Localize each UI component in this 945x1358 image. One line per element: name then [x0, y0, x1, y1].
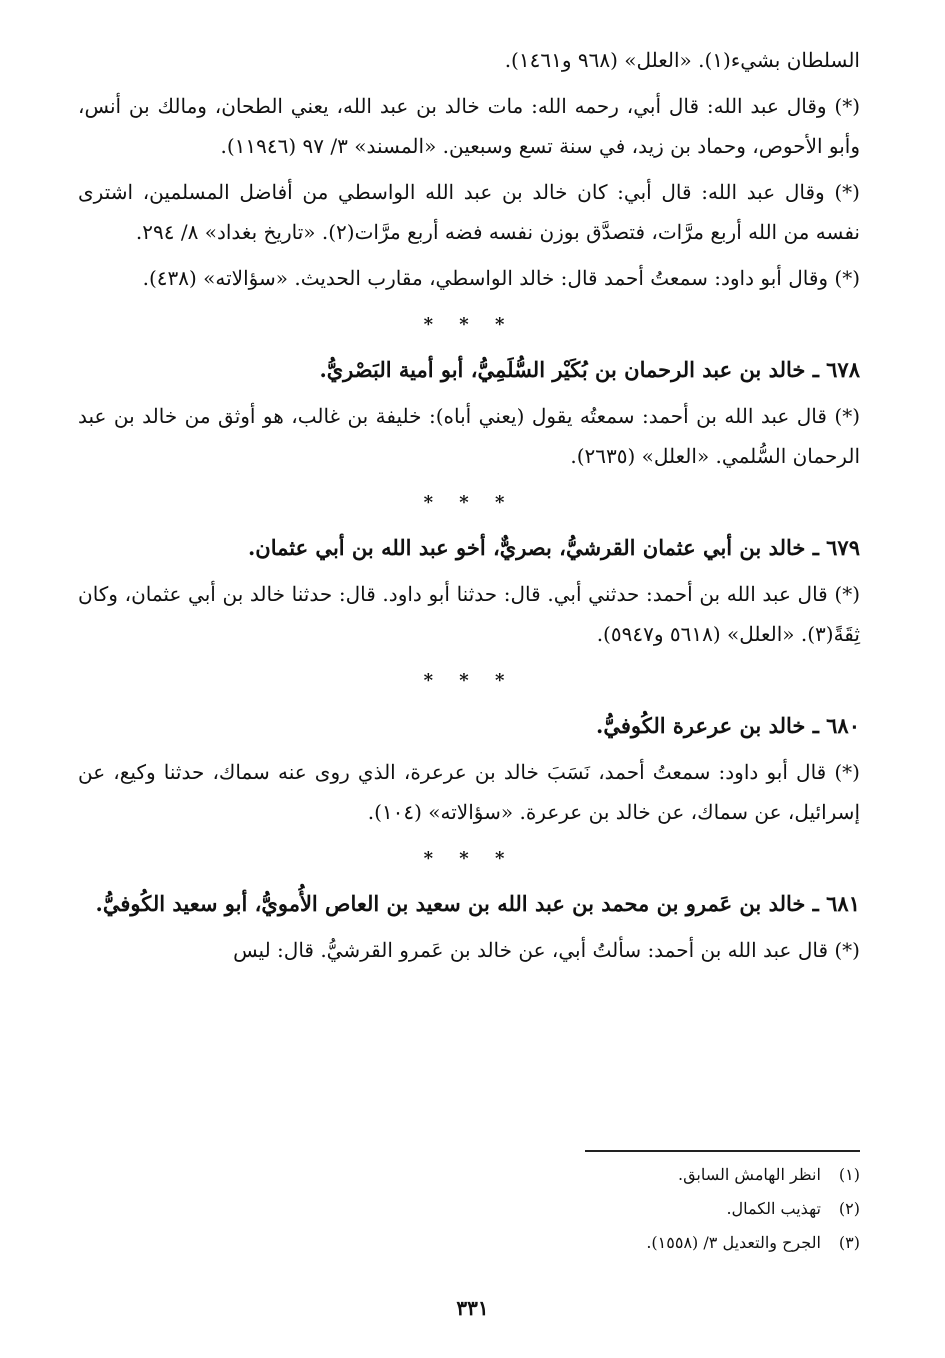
- section-separator: * * *: [423, 492, 515, 513]
- entry-heading-679: ٦٧٩ ـ خالد بن أبي عثمان القرشيُّ، بصريٌّ، أخو عبد الله بن أبي عثمان.: [247, 535, 860, 560]
- footnote: [360, 1158, 860, 1192]
- footnote-number: (٢): [838, 1199, 860, 1218]
- footnote-number: (٣): [838, 1233, 860, 1252]
- page-number: ٣٣١: [456, 1296, 489, 1320]
- page-body: [78, 40, 860, 976]
- footnote: [360, 1192, 860, 1226]
- paragraph: (*) وقال عبد الله: قال أبي، رحمه الله: مات خالد بن عبد الله، يعني الطحان، ومالك بن أنس، وأبو الأحوص، وحماد بن زيد، في سنة تسع وسبعين. «المسند» ٣/ ٩٧ (١١٩٤٦).: [78, 94, 860, 158]
- entry-body-681: (*) قال عبد الله بن أحمد: سألتُ أبي، عن خالد بن عَمرو القرشيُّ. قال: ليس: [233, 938, 860, 962]
- paragraph: (*) وقال عبد الله: قال أبي: كان خالد بن عبد الله الواسطي من أفاضل المسلمين، اشترى نفسه من الله أربع مرَّات، فتصدَّق بوزن نفسه فضه أربع مرَّات(٢). «تاريخ بغداد» ٨/ ٢٩٤.: [78, 180, 860, 244]
- footnote-text: انظر الهامش السابق.: [677, 1165, 821, 1184]
- section-separator: * * *: [423, 314, 515, 335]
- entry-body-678: (*) قال عبد الله بن أحمد: سمعتُه يقول (يعني أباه): خليفة بن غالب، هو أوثق من خالد بن عبد الرحمان السُّلمي. «العلل» (٢٦٣٥).: [78, 404, 860, 468]
- section-separator: * * *: [423, 848, 515, 869]
- footnotes: [360, 1158, 860, 1260]
- paragraph-continuation: السلطان بشيء(١). «العلل» (٩٦٨ و١٤٦١).: [504, 48, 860, 72]
- section-separator: * * *: [423, 670, 515, 691]
- footnote: [360, 1226, 860, 1260]
- footnote-number: (١): [838, 1165, 860, 1184]
- entry-body-680: (*) قال أبو داود: سمعتُ أحمد، نَسَبَ خالد بن عرعرة، الذي روى عنه سماك، حدثنا وكيع، عن إسرائيل، عن سماك، عن خالد بن عرعرة. «سؤالاته» (١٠٤).: [78, 760, 860, 824]
- footnote-text: تهذيب الكمال.: [726, 1199, 821, 1218]
- entry-heading-681: ٦٨١ ـ خالد بن عَمرو بن محمد بن عبد الله بن سعيد بن العاص الأُمويُّ، أبو سعيد الكُوفيُّ.: [95, 891, 860, 916]
- paragraph: (*) وقال أبو داود: سمعتُ أحمد قال: خالد الواسطي، مقارب الحديث. «سؤالاته» (٤٣٨).: [142, 266, 860, 290]
- entry-body-679: (*) قال عبد الله بن أحمد: حدثني أبي. قال: حدثنا أبو داود. قال: حدثنا خالد بن أبي عثمان، وكان ثِقَةً(٣). «العلل» (٥٦١٨ و٥٩٤٧).: [78, 582, 860, 646]
- footnote-text: الجرح والتعديل ٣/ (١٥٥٨).: [646, 1233, 821, 1252]
- entry-heading-678: ٦٧٨ ـ خالد بن عبد الرحمان بن بُكَيْر السُّلَمِيُّ، أبو أمية البَصْريُّ.: [319, 357, 860, 382]
- entry-heading-680: ٦٨٠ ـ خالد بن عرعرة الكُوفيُّ.: [596, 713, 860, 738]
- footnote-divider: [585, 1150, 860, 1152]
